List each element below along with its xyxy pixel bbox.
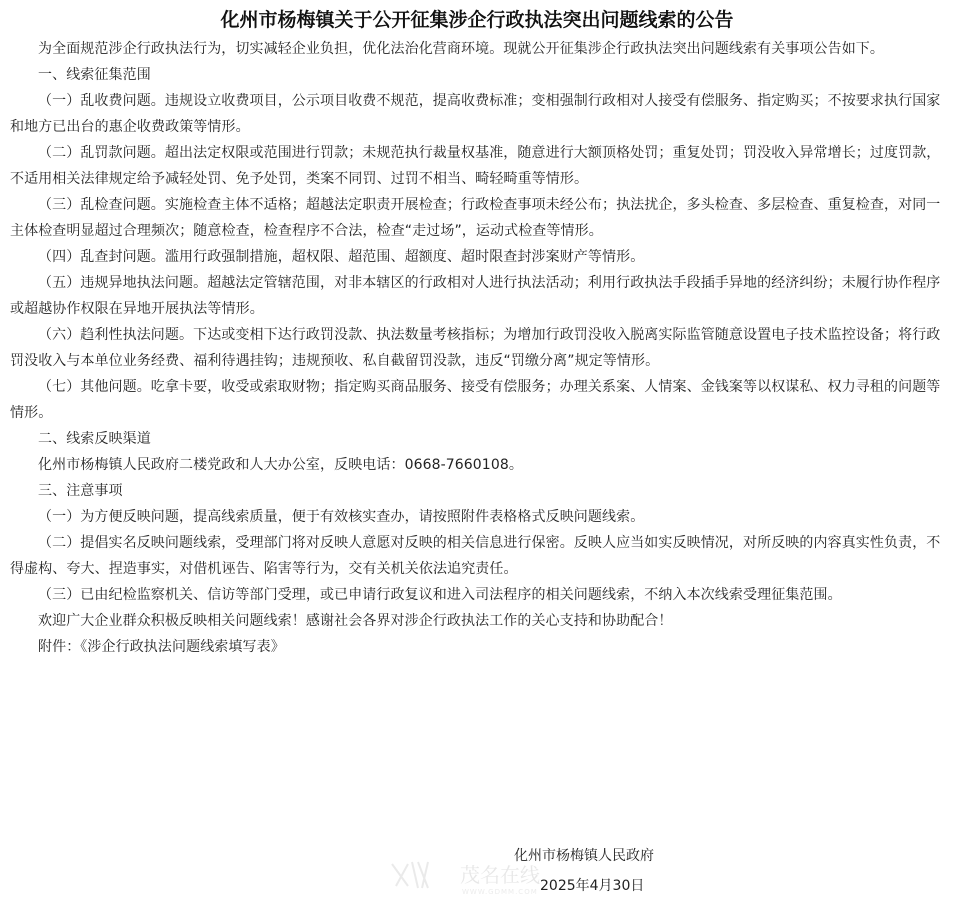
scope-item-offsite-enforcement: （五）违规异地执法问题。超越法定管辖范围，对非本辖区的行政相对人进行执法活动；利用行政执法手段插手异地的经济纠纷；未履行协作程序或超越协作权限在异地开展执法等情形。 xyxy=(10,275,941,317)
section-heading-notes: 三、注意事项 xyxy=(38,483,123,499)
attachment-line: 附件：《涉企行政执法问题线索填写表》 xyxy=(38,639,285,655)
scope-item-fees: （一）乱收费问题。违规设立收费项目，公示项目收费不规范，提高收费标准；变相强制行政相对人接受有偿服务、指定购买；不按要求执行国家和地方已出台的惠企收费政策等情形。 xyxy=(10,93,941,135)
section-heading-scope: 一、线索征集范围 xyxy=(38,67,151,83)
announcement-document xyxy=(10,6,944,660)
closing-paragraph: 欢迎广大企业群众积极反映相关问题线索！感谢社会各界对涉企行政执法工作的关心支持和协助配合！ xyxy=(38,613,673,629)
scope-item-other: （七）其他问题。吃拿卡要，收受或索取财物；指定购买商品服务、接受有偿服务；办理关系案、人情案、金钱案等以权谋私、权力寻租的问题等情形。 xyxy=(10,379,941,421)
watermark-text: 茂名在线 xyxy=(460,863,540,887)
scope-item-seizures: （四）乱查封问题。滥用行政强制措施，超权限、超范围、超额度、超时限查封涉案财产等情形。 xyxy=(38,249,645,265)
intro-paragraph: 为全面规范涉企行政执法行为，切实减轻企业负担，优化法治化营商环境。现就公开征集涉企行政执法突出问题线索有关事项公告如下。 xyxy=(38,41,884,57)
scope-item-fines: （二）乱罚款问题。超出法定权限或范围进行罚款；未规范执行裁量权基准，随意进行大额顶格处罚；重复处罚；罚没收入异常增长；过度罚款，不适用相关法律规定给予减轻处罚、免予处罚，类案不同罚、过罚不相当、畸轻畸重等情形。 xyxy=(10,145,941,187)
scope-item-inspections: （三）乱检查问题。实施检查主体不适格；超越法定职责开展检查；行政检查事项未经公布；执法扰企，多头检查、多层检查、重复检查，对同一主体检查明显超过合理频次；随意检查，检查程序不合法，检查“走过场”，运动式检查等情形。 xyxy=(10,197,941,239)
notes-item-format: （一）为方便反映问题，提高线索质量，便于有效核实查办，请按照附件表格格式反映问题线索。 xyxy=(38,509,645,525)
channel-contact: 化州市杨梅镇人民政府二楼党政和人大办公室，反映电话：0668-7660108。 xyxy=(38,457,523,473)
scope-item-profit-driven: （六）趋利性执法问题。下达或变相下达行政罚没款、执法数量考核指标；为增加行政罚没收入脱离实际监管随意设置电子技术监控设备；将行政罚没收入与本单位业务经费、福利待遇挂钩；违规预收、私自截留罚没款，违反“罚缴分离”规定等情形。 xyxy=(10,327,941,369)
watermark-mark-icon xyxy=(392,862,428,888)
page-title: 化州市杨梅镇关于公开征集涉企行政执法突出问题线索的公告 xyxy=(220,9,734,31)
signature-date: 2025年4月30日 xyxy=(540,878,645,894)
notes-item-confidentiality: （二）提倡实名反映问题线索，受理部门将对反映人意愿对反映的相关信息进行保密。反映人应当如实反映情况，对所反映的内容真实性负责，不得虚构、夸大、捏造事实，对借机诬告、陷害等行为，交有关机关依法追究责任。 xyxy=(10,535,941,577)
notes-item-exclusion: （三）已由纪检监察机关、信访等部门受理，或已申请行政复议和进入司法程序的相关问题线索，不纳入本次线索受理征集范围。 xyxy=(38,587,842,603)
section-heading-channel: 二、线索反映渠道 xyxy=(38,431,151,447)
signature-organization: 化州市杨梅镇人民政府 xyxy=(514,848,654,864)
watermark-url: WWW.GDMM.COM xyxy=(462,888,538,896)
